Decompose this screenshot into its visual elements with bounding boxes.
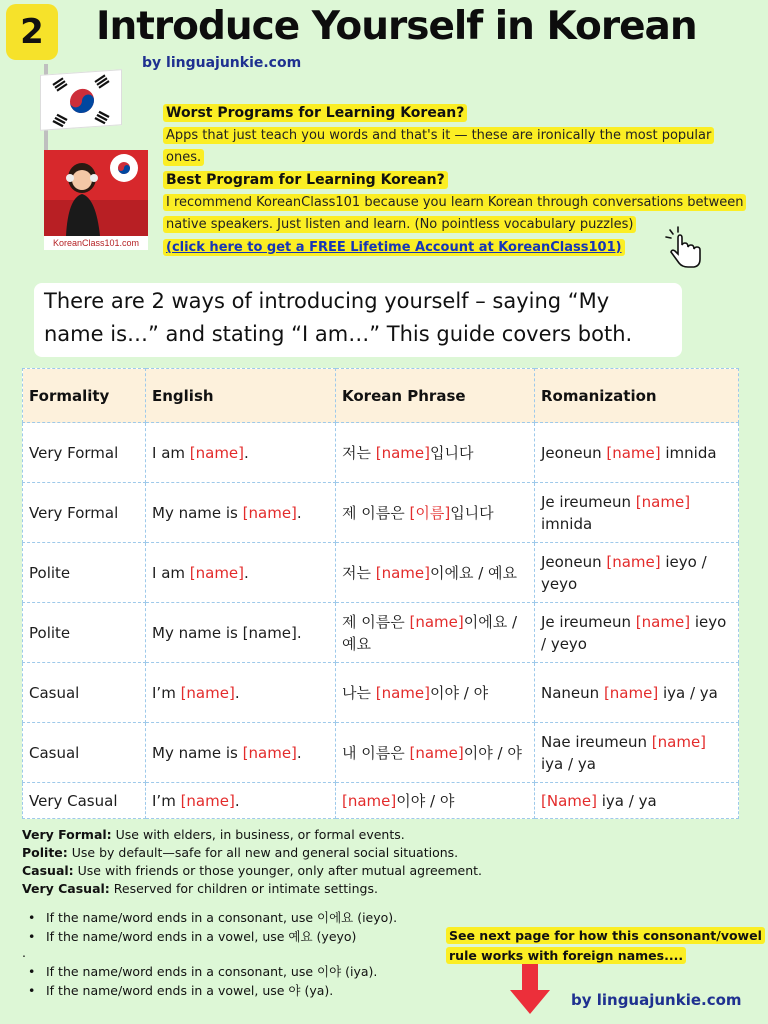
promo-image[interactable] [44,150,148,250]
name-placeholder: [name] [606,443,661,462]
cell-english [146,603,336,663]
worst-programs-heading: Worst Programs for Learning Korean? [163,104,467,122]
phrase-text: ieyo / yeyo [541,552,707,593]
cell-roman [535,783,739,819]
page-number-badge: 2 [6,4,58,60]
note-term: Casual: [22,863,74,878]
cell-english [146,663,336,723]
cell-roman [535,603,739,663]
formality-notes [22,826,622,898]
name-placeholder: [name] [180,683,235,702]
phrase-text: 이야 / 야 [396,791,455,810]
header-korean-phrase: Korean Phrase [336,369,535,423]
phrase-text: iya / ya [658,683,718,702]
cell-english [146,723,336,783]
cell-korean [336,543,535,603]
header-formality: Formality [23,369,146,423]
next-page-note-text: See next page for how this consonant/vowel rule works with foreign names.... [446,927,765,964]
note-term: Polite: [22,845,68,860]
cell-korean [336,603,535,663]
name-placeholder: [name] [651,732,707,751]
cell-roman [535,663,739,723]
phrase-text: 입니다 [450,503,494,522]
cell-roman [535,543,739,603]
byline-top[interactable]: by linguajunkie.com [142,55,302,71]
ending-rules [22,908,452,1000]
cell-english [146,423,336,483]
rule-item: • If the name/word ends in a vowel, use 야 (ya). [42,981,452,1000]
cell-english [146,483,336,543]
name-placeholder: [name] [342,791,397,810]
name-placeholder: [name] [242,503,297,522]
cell-korean [336,663,535,723]
byline-bottom[interactable]: by linguajunkie.com [571,991,742,1009]
note-text: Use with elders, in business, or formal events. [111,827,405,842]
cell-roman [535,423,739,483]
phrase-text: 이에요 / 예요 [430,563,518,582]
phrase-text: I am [152,443,190,462]
name-placeholder: [name] [409,743,464,762]
worst-programs-text: Apps that just teach you words and that's it — these are ironically the most popular ones. [163,127,714,166]
cell-formality: Polite [23,543,146,603]
cell-korean [336,423,535,483]
formality-note [22,880,622,898]
phrase-text: My name is [152,743,243,762]
promo-image-caption: KoreanClass101.com [44,236,148,250]
header-romanization: Romanization [535,369,739,423]
phrase-text: . [234,791,240,810]
name-placeholder: [Name] [541,791,597,810]
table-row [23,603,739,663]
phrase-text: Jeoneun [541,443,607,462]
cell-formality: Polite [23,603,146,663]
note-text: Use by default—safe for all new and general social situations. [67,845,459,860]
name-placeholder: [name] [180,791,235,810]
name-placeholder: [name] [189,563,245,582]
phrase-text: I am [152,563,190,582]
table-row [23,483,739,543]
cell-formality: Very Formal [23,483,146,543]
name-placeholder: [name] [606,552,661,571]
name-placeholder: [name] [375,563,430,582]
phrase-text: imnida [541,514,593,533]
formality-note [22,844,622,862]
phrase-text: 저는 [342,443,376,462]
phrase-text: . [296,743,302,762]
phrase-text: 저는 [342,563,376,582]
rule-item: • If the name/word ends in a vowel, use 예요 (yeyo) [42,927,452,946]
best-program-heading: Best Program for Learning Korean? [163,171,448,189]
table-row [23,543,739,603]
formality-note [22,826,622,844]
cell-korean [336,483,535,543]
name-placeholder: [name] [603,683,659,702]
cell-english [146,783,336,819]
name-placeholder: [이름] [409,503,451,522]
name-placeholder: [name] [635,492,691,511]
korean-flag-icon [30,64,130,154]
phrase-text: . [244,563,249,582]
name-placeholder: [name] [242,743,297,762]
cell-korean [336,723,535,783]
best-program-text: I recommend KoreanClass101 because you learn Korean through conversations between native speakers. Just listen and learn. (No pointless vocabulary puzzles) [163,194,746,233]
phrase-text: I’m [152,683,181,702]
table-row [23,783,739,819]
phrase-text: . [296,503,302,522]
rule-item: • If the name/word ends in a consonant, use 이야 (iya). [42,962,452,981]
name-placeholder: [name] [409,612,464,631]
phrase-text: 이야 / 야 [463,743,522,762]
phrase-text: . [244,443,249,462]
phrase-text: ieyo / yeyo [541,612,727,653]
cell-korean [336,783,535,819]
phrase-text: 내 이름은 [342,743,410,762]
free-account-link[interactable]: (click here to get a FREE Lifetime Account at KoreanClass101) [163,239,625,256]
note-text: Reserved for children or intimate settings. [109,881,378,896]
phrase-text: I’m [152,791,181,810]
phrase-text: . [234,683,240,702]
name-placeholder: [name] [375,683,430,702]
next-page-note [446,926,762,966]
cell-english [146,543,336,603]
cell-roman [535,483,739,543]
intro-callout: There are 2 ways of introducing yourself – saying “My name is…” and stating “I am…” This guide covers both. [34,283,682,357]
phrase-text: 나는 [342,683,376,702]
table-row [23,423,739,483]
table-row [23,663,739,723]
name-placeholder: [name] [189,443,245,462]
name-placeholder: [name] [375,443,430,462]
phrase-text: 이에요 / 예요 [342,612,518,653]
phrase-text: imnida [660,443,717,462]
header-english: English [146,369,336,423]
rule-item: • If the name/word ends in a consonant, use 이에요 (ieyo). [42,908,452,927]
phrase-text: Je ireumeun [541,492,636,511]
phrase-text: Jeoneun [541,552,607,571]
pointing-hand-icon [664,226,708,274]
cell-formality: Very Formal [23,423,146,483]
note-text: Use with friends or those younger, only after mutual agreement. [73,863,483,878]
phrase-text: iya / ya [541,754,596,773]
note-term: Very Formal: [22,827,112,842]
cell-formality: Very Casual [23,783,146,819]
table-row [23,723,739,783]
cell-formality: Casual [23,723,146,783]
phrase-text: 이야 / 야 [430,683,489,702]
phrase-text: Nae ireumeun [541,732,652,751]
cell-roman [535,723,739,783]
down-arrow-icon [508,964,552,1020]
cell-formality: Casual [23,663,146,723]
phrase-text: iya / ya [596,791,657,810]
phrase-text: My name is [152,503,243,522]
learner-illustration [44,150,148,236]
phrase-text: 제 이름은 [342,612,410,631]
phrases-table [22,368,739,819]
phrase-text: 입니다 [430,443,474,462]
phrase-text: My name is [name]. [152,623,302,642]
rules-separator: . [22,945,26,960]
table-header-row [23,369,739,423]
formality-note [22,862,622,880]
note-term: Very Casual: [22,881,110,896]
phrase-text: Naneun [541,683,604,702]
phrase-text: 제 이름은 [342,503,410,522]
page-title: Introduce Yourself in Korean [96,4,697,49]
phrase-text: Je ireumeun [541,612,636,631]
name-placeholder: [name] [635,612,691,631]
